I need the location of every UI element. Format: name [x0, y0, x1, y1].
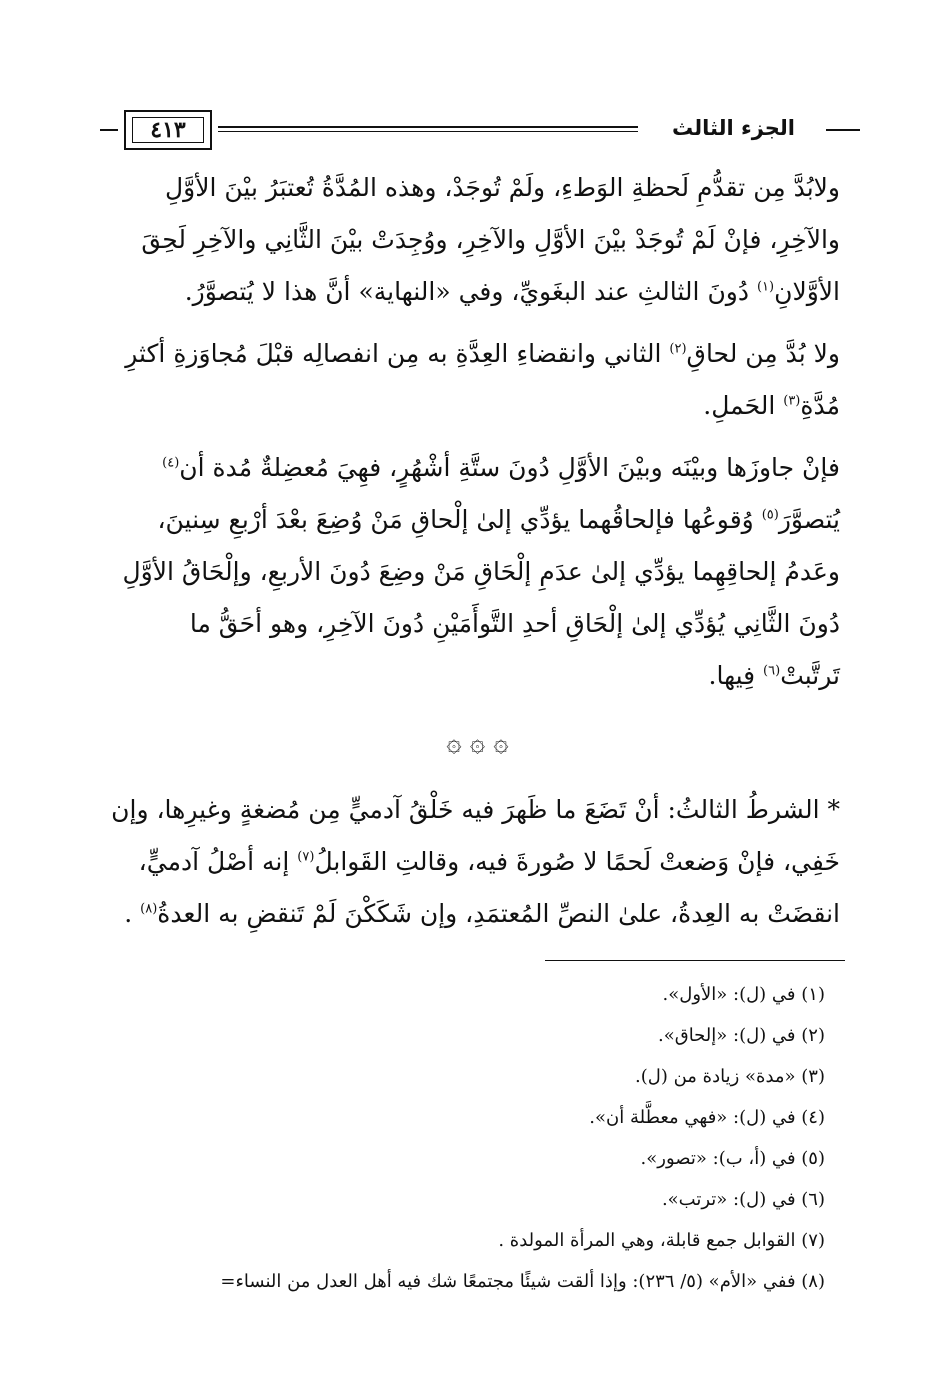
- footnote-separator: [545, 960, 845, 961]
- footnote-ref[interactable]: (٣): [783, 393, 801, 409]
- footnote-ref[interactable]: (٨): [140, 901, 158, 917]
- page-number-frame: [124, 110, 212, 150]
- text-run: وُقوعُها فإلحاقُهما يؤدِّي إلىٰ إلْحاقِ مَنْ وُضِعَ بعْدَ أرْبعِ سِنينَ،: [157, 505, 762, 534]
- paragraph-3: [115, 442, 840, 702]
- footnote: (١) في (ل): «الأول».: [662, 984, 825, 1005]
- text-run: الحَملِ.: [703, 391, 784, 420]
- running-header: [100, 110, 860, 156]
- text-run: انقضَتْ به العِدةُ، علىٰ النصِّ المُعتمَدِ، وإن شَكَكْنَ لَمْ تَنقضِ به العدةُ: [157, 899, 840, 928]
- text-line: * الشرطُ الثالثُ: أنْ تَضَعَ ما ظَهرَ فيه خَلْقُ آدميٍّ مِن مُضغةٍ وغيرِها، وإن: [111, 795, 840, 824]
- footnote: (٥) في (أ، ب): «تصور».: [640, 1148, 825, 1169]
- star-ornament-icon: ۞ ۞ ۞: [446, 728, 509, 758]
- footnote-ref[interactable]: (٦): [763, 663, 781, 679]
- header-rule: [218, 126, 638, 128]
- header-rule-right: [826, 129, 860, 131]
- footnotes: [100, 974, 825, 1302]
- header-rule-left: [100, 129, 118, 131]
- text-run: فإنْ جاوزَها وبيْنَه وبيْنَ الأوَّلِ دُونَ ستَّةِ أشْهُرٍ، فهِيَ مُعضِلةٌ مُدة أن: [179, 453, 840, 482]
- text-line: [115, 494, 840, 546]
- text-run: ولا بُدَّ مِن لحاقِ: [686, 339, 840, 368]
- text-run: الأوَّلانِ: [774, 277, 840, 306]
- text-line: [115, 442, 840, 494]
- text-line: [115, 328, 840, 380]
- text-run: تَرتَّبتْ: [780, 661, 840, 690]
- footnote: (٧) القوابل جمع قابلة، وهي المرأة المولدة .: [498, 1230, 825, 1251]
- part-title: الجزء الثالث: [672, 116, 795, 140]
- text-line: [115, 888, 840, 940]
- footnote-ref[interactable]: (٢): [669, 341, 687, 357]
- paragraph-1: [115, 162, 840, 318]
- footnote-ref[interactable]: (٥): [761, 507, 779, 523]
- text-run: إنه أصْلُ آدميٍّ،: [138, 847, 298, 876]
- text-line: [115, 380, 840, 432]
- text-line: دُونَ الثَّانِي يُؤدِّي إلىٰ إلْحَاقِ أحدِ التَّوأَمَيْنِ دُونَ الآخِرِ، وهو أحَقُّ ما: [189, 609, 840, 638]
- footnote: (٦) في (ل): «ترتب».: [661, 1189, 825, 1210]
- text-run: فِيها.: [708, 661, 764, 690]
- main-text: [111, 162, 840, 940]
- header-rule-thin: [218, 131, 638, 132]
- paragraph-4: [111, 784, 840, 940]
- text-line: [115, 836, 840, 888]
- text-line: [115, 650, 840, 702]
- paragraph-2: [115, 328, 840, 432]
- text-line: [115, 266, 840, 318]
- footnote-ref[interactable]: (٤): [162, 455, 180, 471]
- text-line: والآخِرِ، فإنْ لَمْ تُوجَدْ بيْنَ الأوَّلِ والآخِرِ، ووُجِدَتْ بيْنَ الثَّانِي والآخِرِ لَحِقَ: [141, 225, 840, 254]
- text-run: الثاني وانقضاءِ العِدَّةِ به مِن انفصالِه قبْلَ مُجاوَزةِ أكثرِ: [125, 339, 670, 368]
- text-run: يُتصوَّرَ: [778, 505, 840, 534]
- text-line: وعَدمُ إلحاقِهِما يؤدِّي إلىٰ عدَمِ إلْحَاقِ مَنْ وضِعَ دُونَ الأربعِ، وإلْحَاقُ الأوَّلِ: [122, 557, 840, 586]
- footnote: (٣) «مدة» زيادة من (ل).: [635, 1066, 825, 1087]
- footnote: (٨) ففي «الأم» (٥/ ٢٣٦): وإذا ألقت شيئًا مجتمعًا شك فيه أهل العدل من النساء=: [220, 1271, 825, 1292]
- text-run: مُدَّةِ: [800, 391, 840, 420]
- text-line: ولابُدَّ مِن تقدُّمِ لَحظةِ الوَطءِ، ولَمْ تُوجَدْ، وهذه المُدَّةُ تُعتبَرُ بيْنَ الأوَّلِ: [165, 173, 840, 202]
- footnote-ref[interactable]: (٧): [297, 849, 315, 865]
- footnote-ref[interactable]: (١): [756, 279, 775, 295]
- text-run: دُونَ الثالثِ عند البغَويِّ، وفي «النهاية» أنَّ هذا لا يُتصوَّرُ.: [184, 277, 757, 306]
- footnote: (٢) في (ل): «إلحاق».: [658, 1025, 825, 1046]
- page-number: ٤١٣: [132, 117, 204, 143]
- text-run: .: [124, 899, 141, 928]
- footnote: (٤) في (ل): «فهي معطَّلة أن».: [589, 1107, 825, 1128]
- text-run: خَفِي، فإنْ وَضعتْ لَحمًا لا صُورةَ فيه، وقالتِ القَوابلُ: [314, 847, 840, 876]
